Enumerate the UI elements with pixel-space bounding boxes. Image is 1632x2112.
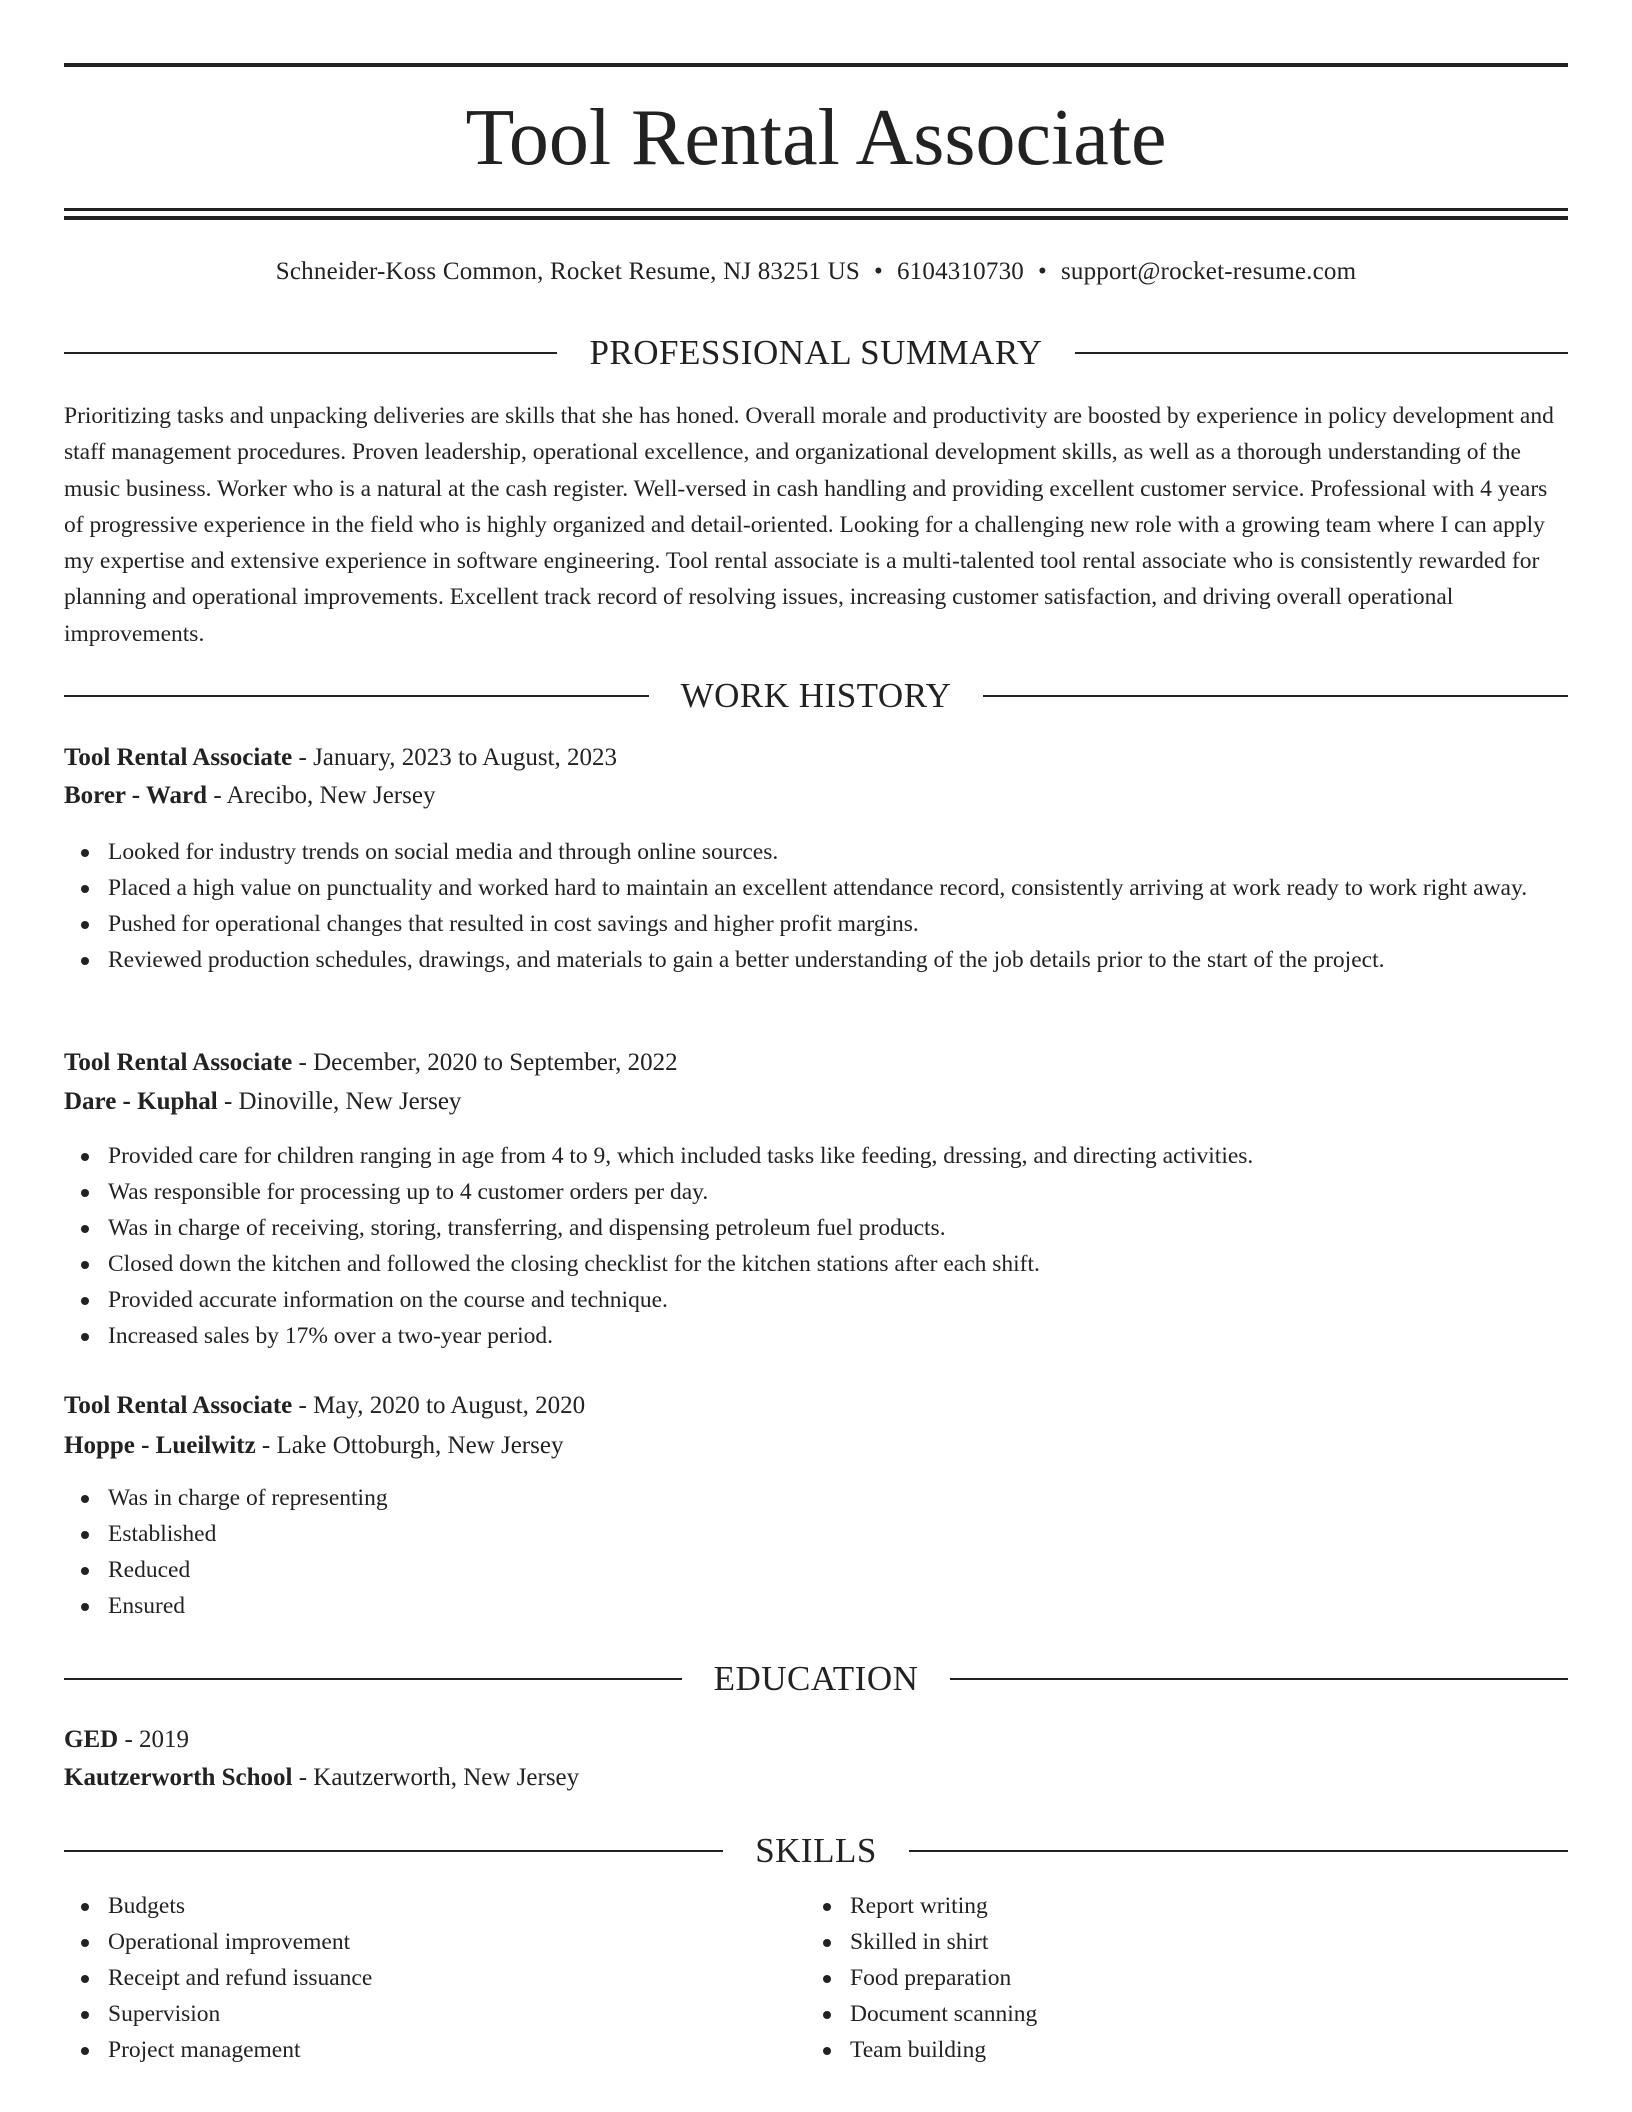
job-location: - Arecibo, New Jersey	[207, 782, 436, 809]
education-degree-line	[64, 1722, 189, 1758]
job-bullets	[64, 834, 1612, 978]
section-rule-right	[983, 695, 1568, 697]
education-school-line	[64, 1760, 579, 1796]
education-year: - 2019	[118, 1726, 190, 1753]
job-title: Tool Rental Associate	[64, 744, 293, 771]
job-title-line	[64, 740, 617, 776]
job-company-line	[64, 1428, 563, 1464]
list-item: Report writing	[850, 1888, 1550, 1924]
contact-separator: •	[874, 258, 883, 285]
job-title-line	[64, 1388, 585, 1424]
list-item: Reduced	[108, 1552, 1612, 1588]
education-location: - Kautzerworth, New Jersey	[292, 1764, 580, 1791]
header-bottom-rule-thin	[64, 208, 1568, 211]
header-bottom-rule-thick	[64, 216, 1568, 220]
list-item: Budgets	[108, 1888, 808, 1924]
skills-list-left	[64, 1888, 808, 2068]
list-item: Team building	[850, 2032, 1550, 2068]
job-dates: - January, 2023 to August, 2023	[292, 744, 617, 771]
contact-line	[64, 254, 1568, 290]
section-label: SKILLS	[755, 1831, 877, 1870]
section-rule-right	[1075, 352, 1568, 354]
list-item: Was responsible for processing up to 4 customer orders per day.	[108, 1174, 1612, 1210]
job-company: Hoppe - Lueilwitz	[64, 1432, 256, 1459]
list-item: Document scanning	[850, 1996, 1550, 2032]
job-title: Tool Rental Associate	[64, 1392, 293, 1419]
job-dates: - May, 2020 to August, 2020	[292, 1392, 586, 1419]
list-item: Provided accurate information on the course and technique.	[108, 1282, 1612, 1318]
job-company-line	[64, 1084, 461, 1120]
list-item: Supervision	[108, 1996, 808, 2032]
list-item: Was in charge of representing	[108, 1480, 1612, 1516]
list-item: Provided care for children ranging in age from 4 to 9, which included tasks like feeding, dressing, and directing activities.	[108, 1138, 1612, 1174]
section-label: EDUCATION	[713, 1659, 919, 1698]
list-item: Ensured	[108, 1588, 1612, 1624]
job-company-line	[64, 778, 435, 814]
list-item: Placed a high value on punctuality and worked hard to maintain an excellent attendance record, consistently arriving at work ready to work right away.	[108, 870, 1612, 906]
job-title: Tool Rental Associate	[64, 1049, 293, 1076]
list-item: Looked for industry trends on social media and through online sources.	[108, 834, 1612, 870]
section-rule-right	[950, 1678, 1568, 1680]
list-item: Increased sales by 17% over a two-year period.	[108, 1318, 1612, 1354]
education-school: Kautzerworth School	[64, 1764, 293, 1791]
list-item: Receipt and refund issuance	[108, 1960, 808, 1996]
summary-text: Prioritizing tasks and unpacking deliveries are skills that she has honed. Overall morale and productivity are boosted by experience in policy development and staff management procedures. Proven leadership, operational excellence, and organizational development skills, as well as a thorough understanding of the music business. Worker who is a natural at the cash register. Well-versed in cash handling and providing excellent customer service. Professional with 4 years of progressive experience in the field who is highly organized and detail-oriented. Looking for a challenging new role with a growing team where I can apply my expertise and extensive experience in software engineering. Tool rental associate is a multi-talented tool rental associate who is consistently rewarded for planning and operational improvements. Excellent track record of resolving issues, increasing customer satisfaction, and driving overall operational improvements.	[64, 403, 1554, 647]
job-company: Dare - Kuphal	[64, 1088, 218, 1115]
skills-list-right	[806, 1888, 1550, 2068]
section-heading-skills	[64, 1829, 1568, 1873]
job-title-line	[64, 1045, 678, 1081]
section-rule-left	[64, 1678, 682, 1680]
contact-email: support@rocket-resume.com	[1060, 258, 1357, 285]
job-company: Borer - Ward	[64, 782, 208, 809]
section-heading-education	[64, 1657, 1568, 1701]
education-degree: GED	[64, 1726, 119, 1753]
list-item: Project management	[108, 2032, 808, 2068]
list-item: Was in charge of receiving, storing, transferring, and dispensing petroleum fuel products.	[108, 1210, 1612, 1246]
section-heading-summary	[64, 331, 1568, 375]
list-item: Reviewed production schedules, drawings, and materials to gain a better understanding of the job details prior to the start of the project.	[108, 942, 1612, 978]
list-item: Established	[108, 1516, 1612, 1552]
job-bullets	[64, 1138, 1612, 1354]
resume-title: Tool Rental Associate	[465, 94, 1167, 182]
contact-separator: •	[1037, 258, 1047, 285]
section-rule-left	[64, 352, 557, 354]
header-top-rule	[64, 63, 1568, 67]
contact-address: Schneider-Koss Common, Rocket Resume, NJ 83251 US	[275, 258, 861, 285]
job-location: - Dinoville, New Jersey	[217, 1088, 462, 1115]
section-heading-work-history	[64, 674, 1568, 718]
section-label: WORK HISTORY	[680, 676, 952, 715]
list-item: Closed down the kitchen and followed the closing checklist for the kitchen stations after each shift.	[108, 1246, 1612, 1282]
list-item: Operational improvement	[108, 1924, 808, 1960]
contact-phone: 6104310730	[896, 258, 1024, 285]
section-rule-left	[64, 695, 649, 697]
job-bullets	[64, 1480, 1612, 1624]
job-dates: - December, 2020 to September, 2022	[292, 1049, 678, 1076]
section-rule-right	[909, 1850, 1568, 1852]
section-label: PROFESSIONAL SUMMARY	[589, 333, 1043, 372]
list-item: Skilled in shirt	[850, 1924, 1550, 1960]
job-location: - Lake Ottoburgh, New Jersey	[255, 1432, 564, 1459]
section-rule-left	[64, 1850, 723, 1852]
list-item: Pushed for operational changes that resulted in cost savings and higher profit margins.	[108, 906, 1612, 942]
list-item: Food preparation	[850, 1960, 1550, 1996]
